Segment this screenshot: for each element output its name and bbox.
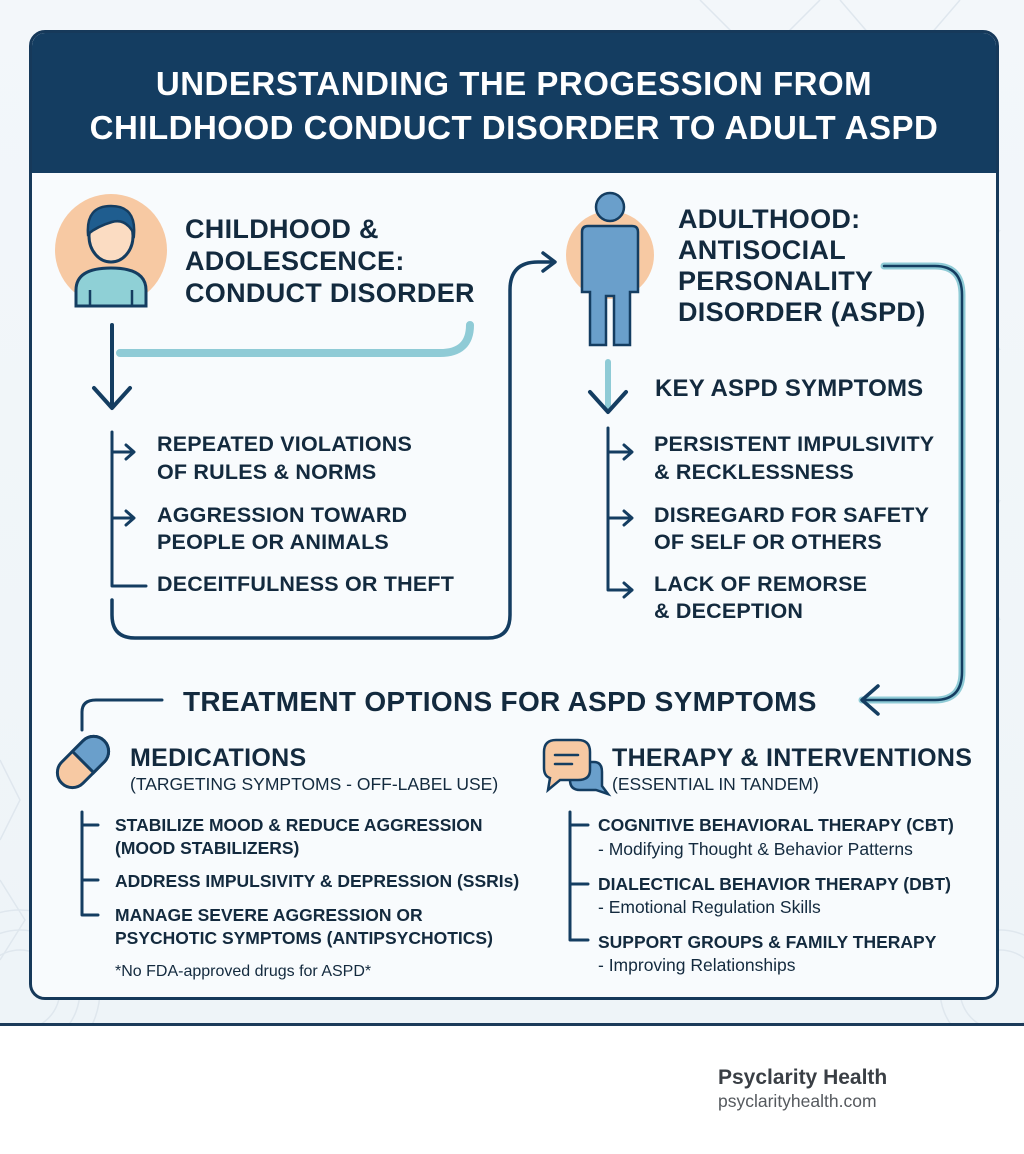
medication-item-1-line-2: (MOOD STABILIZERS): [115, 838, 300, 858]
medication-item-1-line-1: STABILIZE MOOD & REDUCE AGGRESSION: [115, 815, 483, 835]
therapy-item-3-desc: - Improving Relationships: [598, 955, 796, 975]
therapy-item-2-desc: - Emotional Regulation Skills: [598, 897, 821, 917]
childhood-heading-line-2: ADOLESCENCE:: [185, 246, 405, 276]
childhood-item-1-line-2: OF RULES & NORMS: [157, 460, 377, 484]
medications-subtitle: (TARGETING SYMPTOMS - OFF-LABEL USE): [130, 774, 499, 794]
adulthood-item-2-line-2: OF SELF OR OTHERS: [654, 530, 882, 554]
adulthood-item-3-line-1: LACK OF REMORSE: [654, 572, 868, 596]
therapy-item-3-name: SUPPORT GROUPS & FAMILY THERAPY: [598, 932, 937, 952]
adulthood-heading-line-2: ANTISOCIAL: [678, 235, 846, 265]
therapy-title: THERAPY & INTERVENTIONS: [612, 744, 973, 772]
adulthood-item-2-line-1: DISREGARD FOR SAFETY: [654, 503, 930, 527]
title-line-1: UNDERSTANDING THE PROGESSION FROM: [155, 65, 873, 102]
adulthood-item-1-line-1: PERSISTENT IMPULSIVITY: [654, 432, 935, 456]
medication-item-3-line-2: PSYCHOTIC SYMPTOMS (ANTIPSYCHOTICS): [115, 928, 493, 948]
adulthood-item-1-line-2: & RECKLESSNESS: [654, 460, 854, 484]
medications-title: MEDICATIONS: [130, 744, 307, 772]
adulthood-heading-line-4: DISORDER (ASPD): [678, 297, 926, 327]
childhood-item-2-line-2: PEOPLE OR ANIMALS: [157, 530, 389, 554]
therapy-item-1-name: COGNITIVE BEHAVIORAL THERAPY (CBT): [598, 815, 954, 835]
key-symptoms-heading: KEY ASPD SYMPTOMS: [655, 375, 924, 402]
childhood-item-3: DECEITFULNESS OR THEFT: [157, 572, 455, 596]
therapy-item-1-desc: - Modifying Thought & Behavior Patterns: [598, 839, 913, 859]
childhood-item-2-line-1: AGGRESSION TOWARD: [157, 503, 408, 527]
childhood-heading-line-1: CHILDHOOD &: [185, 214, 379, 244]
adulthood-heading-line-3: PERSONALITY: [678, 266, 874, 296]
bottom-divider: [0, 1023, 1024, 1026]
childhood-item-1-line-1: REPEATED VIOLATIONS: [157, 432, 413, 456]
childhood-heading-line-3: CONDUCT DISORDER: [185, 278, 475, 308]
brand-url[interactable]: psyclarityhealth.com: [718, 1091, 877, 1111]
therapy-subtitle: (ESSENTIAL IN TANDEM): [612, 774, 819, 794]
adulthood-heading-line-1: ADULTHOOD:: [678, 204, 861, 234]
adulthood-item-3-line-2: & DECEPTION: [654, 599, 804, 623]
title-line-2: CHILDHOOD CONDUCT DISORDER TO ADULT ASPD: [89, 109, 939, 146]
brand-name: Psyclarity Health: [718, 1066, 888, 1089]
therapy-item-2-name: DIALECTICAL BEHAVIOR THERAPY (DBT): [598, 874, 951, 894]
medication-item-3-line-1: MANAGE SEVERE AGGRESSION OR: [115, 905, 423, 925]
medication-item-2: ADDRESS IMPULSIVITY & DEPRESSION (SSRIs): [115, 871, 520, 891]
medications-note: *No FDA-approved drugs for ASPD*: [115, 963, 372, 980]
treatment-heading: TREATMENT OPTIONS FOR ASPD SYMPTOMS: [183, 686, 817, 717]
title-banner: [32, 33, 996, 173]
